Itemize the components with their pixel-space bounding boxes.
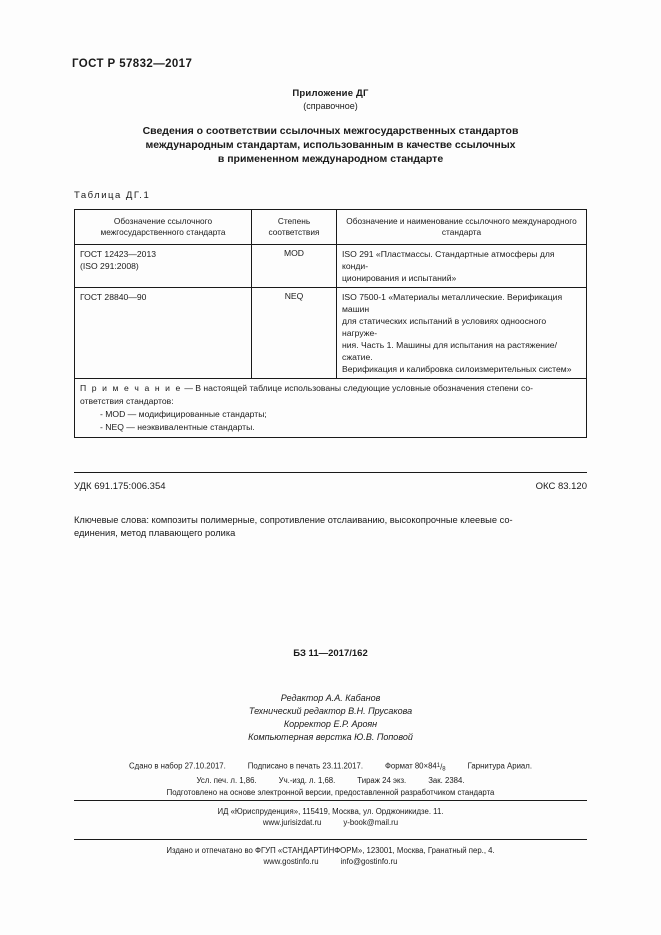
cell-ref-standard-line-2: (ISO 291:2008) [80,261,139,271]
divider-above-publisher [74,800,587,801]
page-title [90,124,571,166]
print-info-typeface: Гарнитура Ариал. [467,761,532,771]
table-note-item-mod: - MOD — модифицированные стандарты; [100,409,267,419]
page-title-line-2: международным стандартам, использованным в качестве ссылочных [145,139,516,151]
keywords-block [74,514,587,540]
publisher-website-link[interactable]: www.jurisizdat.ru [262,818,322,827]
print-info-format-numerator: 1 [436,763,441,769]
table-header-intl-standard: Обозначение и наименование ссылочного международного стандарта [337,210,587,245]
table-row [75,245,587,288]
print-info-line-2 [0,775,661,787]
table-note-item-neq: - NEQ — неэквивалентные стандарты. [100,422,255,432]
table-header-row [75,210,587,245]
credits-corrector: Корректор Е.Р. Ароян [283,719,378,729]
table-caption: Таблица ДГ.1 [74,190,151,201]
table-note-line-1: — В настоящей таблице использованы следующие условные обозначения степени со- [184,383,533,393]
table-header-ref-standard: Обозначение ссылочного межгосударственного стандарта [75,210,252,245]
credits-block [0,692,661,744]
printer-email-link[interactable]: info@gostinfo.ru [340,857,398,866]
cell-intl-standard [337,245,587,288]
table-row [75,288,587,379]
cell-degree: MOD [252,245,337,288]
oks-code: ОКС 83.120 [535,481,587,492]
cell-intl-standard [337,288,587,379]
print-info-publisher-sheets: Уч.-изд. л. 1,68. [278,776,336,786]
print-info-block [0,760,661,799]
page-title-line-1: Сведения о соответствии ссылочных межгосударственных стандартов [142,125,519,137]
cell-intl-line-4: Верификация и калибровка силоизмерительных систем» [342,364,572,374]
print-info-set-date: Сдано в набор 27.10.2017. [129,761,226,771]
credits-editor: Редактор А.А. Кабанов [280,693,381,703]
credits-technical-editor: Технический редактор В.Н. Прусакова [248,706,413,716]
udk-code: УДК 691.175:006.354 [74,481,166,492]
print-info-order: Зак. 2384. [428,776,465,786]
cell-degree: NEQ [252,288,337,379]
table-note-row [75,379,587,438]
keywords-line-2: единения, метод плавающего ролика [74,528,236,538]
print-info-print-date: Подписано в печать 23.11.2017. [247,761,363,771]
cell-ref-standard [75,245,252,288]
cell-ref-standard-line-1: ГОСТ 12423—2013 [80,249,157,259]
table-note-first-line [80,382,581,395]
cell-intl-line-1: ISO 7500-1 «Материалы металлические. Верификация машин [342,292,563,314]
publisher-address: ИД «Юриспруденция», 115419, Москва, ул. Орджоникидзе. 11. [217,807,444,816]
appendix-heading [0,88,661,111]
print-info-format-fraction: $^1/_8$ [436,762,446,773]
print-info-format: Формат 80×84 [384,761,437,771]
bz-code: БЗ 11—2017/162 [293,648,368,659]
appendix-subtitle: (справочное) [303,101,358,111]
keywords-line-1: Ключевые слова: композиты полимерные, сопротивление отслаиванию, высокопрочные клеевые со- [74,515,513,525]
credits-layout: Компьютерная верстка Ю.В. Поповой [248,732,413,742]
cell-intl-line-1: ISO 291 «Пластмассы. Стандартные атмосферы для конди- [342,249,555,271]
page-header-standard-code: ГОСТ Р 57832—2017 [72,58,193,70]
table-header-degree: Степень соответствия [252,210,337,245]
table-note [75,379,587,438]
print-info-format-denominator: 8 [442,766,446,773]
divider-above-classification [74,472,587,473]
cell-intl-line-3: ния. Часть 1. Машины для испытания на растяжение/сжатие. [342,340,557,362]
printer-website-link[interactable]: www.gostinfo.ru [263,857,319,866]
cell-intl-line-2: для статических испытаний в условиях одноосного нагруже- [342,316,547,338]
print-info-line-1 [0,760,661,775]
cell-ref-standard [75,288,252,379]
printer-links [0,856,661,867]
correspondence-table [74,209,587,438]
cell-intl-line-2: ционирования и испытаний» [342,273,457,283]
cell-ref-standard-line-1: ГОСТ 28840—90 [80,292,147,302]
publisher-email-link[interactable]: y-book@mail.ru [343,818,399,827]
print-info-line-3: Подготовлено на основе электронной версии, предоставленной разработчиком стандарта [166,788,495,798]
page-title-line-3: в примененном международном стандарте [217,153,444,165]
printer-address: Издано и отпечатано во ФГУП «СТАНДАРТИНФОРМ», 123001, Москва, Гранатный пер., 4. [166,846,495,855]
publisher-block [0,806,661,828]
table-note-label: П р и м е ч а н и е [80,383,182,393]
printer-block [0,845,661,867]
table-note-line-2: ответствия стандартов: [80,396,174,406]
print-info-printed-sheets: Усл. печ. л. 1,86. [196,776,257,786]
appendix-title: Приложение ДГ [292,88,369,99]
publisher-links [0,817,661,828]
print-info-circulation: Тираж 24 экз. [357,776,407,786]
divider-above-printer [74,839,587,840]
